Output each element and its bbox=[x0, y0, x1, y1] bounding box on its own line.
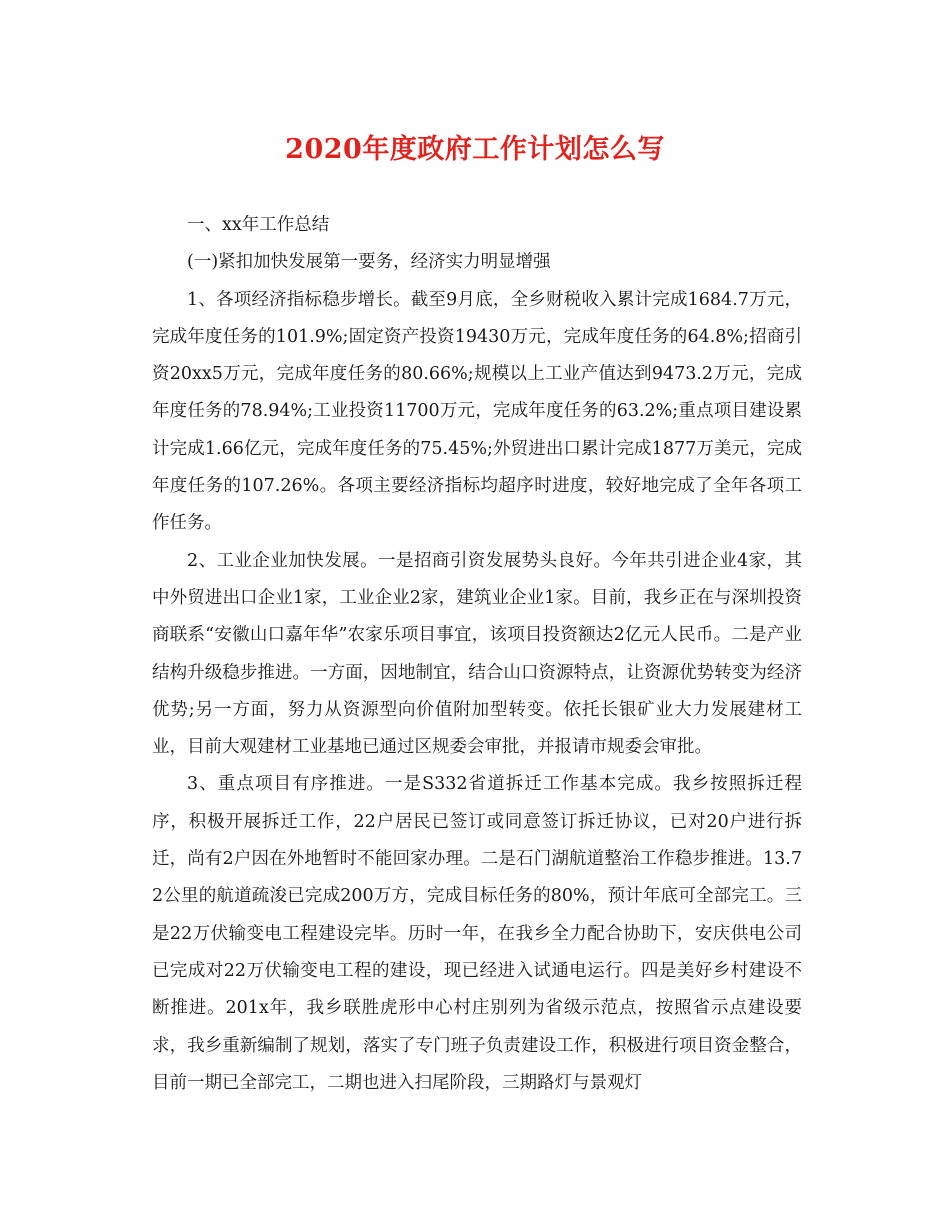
section-heading: 一、xx年工作总结 bbox=[187, 215, 330, 235]
body-paragraph: 2、工业企业加快发展。一是招商引资发展势头良好。今年共引进企业4家，其中外贸进出口企业1家，工业企业2家，建筑业企业1家。目前，我乡正在与深圳投资商联系“安徽山口嘉年华”农家乐项目事宜，该项目投资额达2亿元人民币。二是产业结构升级稳步推进。一方面，因地制宜，结合山口资源特点，让资源优势转变为经济优势;另一方面，努力从资源型向价值附加型转变。依托长银矿业大力发展建材工业，目前大观建材工业基地已通过区规委会审批，并报请市规委会审批。 bbox=[152, 550, 802, 758]
document-title: 2020年度政府工作计划怎么写 bbox=[285, 134, 665, 165]
document-body bbox=[152, 207, 802, 1102]
body-paragraph: 3、重点项目有序推进。一是S332省道拆迁工作基本完成。我乡按照拆迁程序，积极开展拆迁工作，22户居民已签订或同意签订拆迁协议，已对20户进行拆迁，尚有2户因在外地暂时不能回家办理。二是石门湖航道整治工作稳步推进。13.72公里的航道疏浚已完成200万方，完成目标任务的80%，预计年底可全部完工。三是22万伏输变电工程建设完毕。历时一年，在我乡全力配合协助下，安庆供电公司已完成对22万伏输变电工程的建设，现已经进入试通电运行。四是美好乡村建设不断推进。201x年，我乡联胜虎形中心村庄别列为省级示范点，按照省示点建设要求，我乡重新编制了规划，落实了专门班子负责建设工作，积极进行项目资金整合，目前一期已全部完工，二期也进入扫尾阶段，三期路灯与景观灯 bbox=[152, 774, 802, 1093]
body-paragraph: 1、各项经济指标稳步增长。截至9月底，全乡财税收入累计完成1684.7万元，完成年度任务的101.9%;固定资产投资19430万元，完成年度任务的64.8%;招商引资20xx5万元，完成年度任务的80.66%;规模以上工业产值达到9473.2万元，完成年度任务的78.94%;工业投资11700万元，完成年度任务的63.2%;重点项目建设累计完成1.66亿元，完成年度任务的75.45%;外贸进出口累计完成1877万美元，完成年度任务的107.26%。各项主要经济指标均超序时进度，较好地完成了全年各项工作任务。 bbox=[152, 289, 802, 534]
subsection-heading: (一)紧扣加快发展第一要务，经济实力明显增强 bbox=[187, 252, 551, 273]
